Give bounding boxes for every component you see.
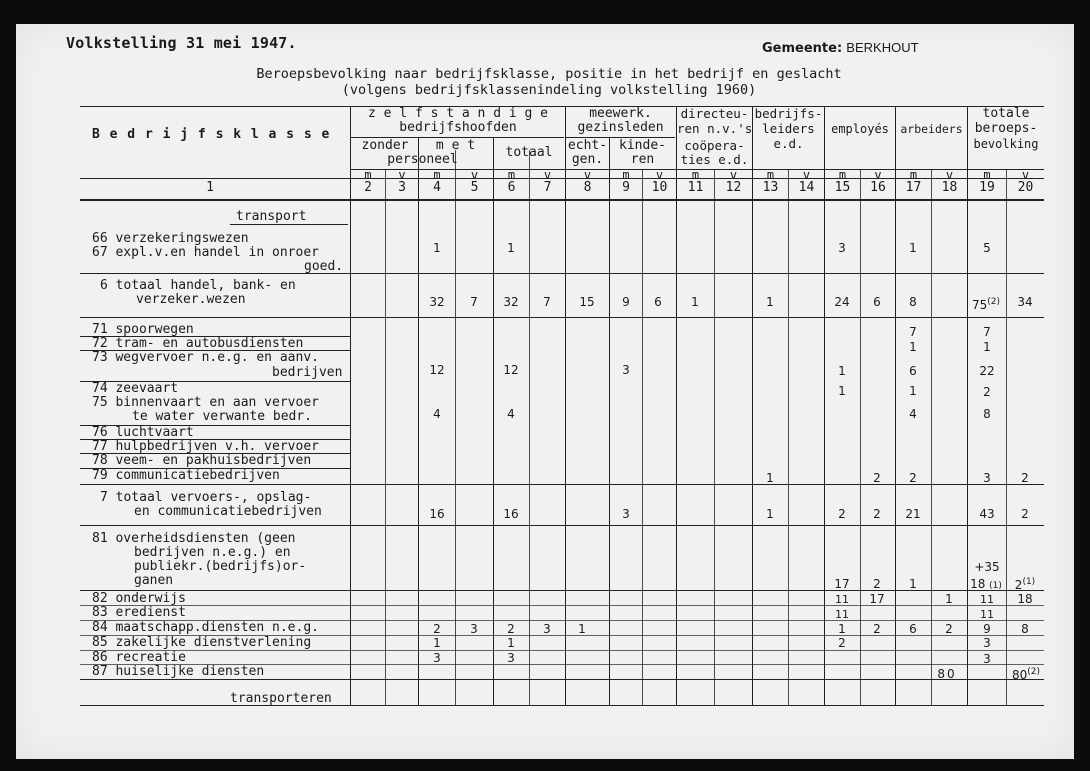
sex-cell: m — [983, 168, 991, 182]
municipality-name: BERKHOUT — [846, 40, 919, 55]
value-cell: 3 — [433, 651, 441, 665]
row-6-line2: verzeker.wezen — [136, 292, 246, 307]
sex-cell: m — [691, 168, 700, 182]
value-cell: 1 — [909, 241, 917, 255]
sex-cell: m — [364, 168, 372, 182]
value-cell: 43 — [979, 507, 995, 521]
census-date: Volkstelling 31 mei 1947. — [66, 34, 297, 52]
value-cell: 1 — [838, 384, 846, 398]
value-cell: 2 — [838, 507, 846, 521]
col-number: 3 — [398, 180, 406, 195]
sex-cell: v — [655, 168, 664, 182]
row-67-line2: goed. — [304, 259, 344, 274]
col-header-met: m e t — [435, 138, 476, 153]
value-cell: 1 — [838, 364, 846, 378]
row-7-line2: en communicatiebedrijven — [134, 504, 322, 519]
sex-cell: m — [838, 168, 847, 182]
value-cell: 12 — [429, 363, 445, 377]
value-cell: 17 — [869, 592, 885, 606]
sex-cell: m — [507, 168, 516, 182]
col-number: 11 — [687, 180, 704, 195]
value-cell — [966, 578, 1006, 593]
value-cell: 3 — [622, 507, 630, 521]
row-7-line1: 7 totaal vervoers-, opslag- — [100, 490, 312, 505]
value-cell: 17 — [834, 577, 850, 591]
row-85: 85 zakelijke dienstverlening — [92, 635, 312, 650]
value-cell: 2 — [433, 622, 441, 636]
value-cell: 32 — [429, 295, 445, 309]
value-cell: 1 — [507, 636, 515, 650]
sex-cell: v — [583, 168, 592, 182]
row-86: 86 recreatie — [92, 650, 186, 665]
value-75: 75 — [971, 298, 988, 312]
value-80: 80 — [1011, 668, 1028, 682]
value-cell: 1 — [766, 507, 774, 521]
row-transporteren: transporteren — [230, 691, 332, 706]
col-header-directeuren-2: ren n.v.'s — [677, 121, 753, 136]
value-cell: 6 — [909, 364, 917, 378]
col-header-totaal: totaal — [505, 145, 553, 160]
value-cell: 80 — [937, 667, 957, 681]
row-75-line1: 75 binnenvaart en aan vervoer — [92, 395, 319, 410]
value-cell: 9 — [983, 622, 991, 636]
sex-cell: v — [398, 168, 406, 182]
value-cell: 1 — [909, 384, 917, 398]
col-number: 7 — [543, 180, 552, 195]
row-81-line2: bedrijven n.e.g.) en — [134, 545, 291, 560]
footnote-mark: (1) — [1022, 577, 1036, 587]
col-number: 5 — [470, 180, 479, 195]
value-cell: 3 — [470, 622, 478, 636]
col-header-bedrijfsleiders-2: leiders — [762, 121, 815, 136]
col-number: 13 — [762, 180, 779, 195]
col-header-zelfstandige: z e l f s t a n d i g e — [367, 106, 548, 121]
value-cell: 1 — [909, 340, 917, 354]
row-81-line4: ganen — [134, 573, 174, 588]
value-cell: 8 — [1021, 622, 1029, 636]
municipality-label: Gemeente: — [762, 41, 843, 56]
title-line-2: (volgens bedrijfsklassenindeling volkstelling 1960) — [341, 82, 757, 98]
value-cell: 1 — [691, 295, 699, 309]
col-number: 19 — [979, 180, 995, 195]
value-cell: 3 — [507, 651, 515, 665]
value-cell — [966, 296, 1006, 312]
value-cell: 16 — [429, 507, 445, 521]
col-number: 17 — [905, 180, 922, 195]
col-number: 20 — [1017, 180, 1034, 195]
row-87: 87 huiselijke diensten — [92, 664, 265, 679]
value-cell: 8 — [909, 295, 917, 309]
col-header-directeuren-3: coöpera- — [684, 138, 745, 153]
value-cell: 34 — [1017, 295, 1033, 309]
value-cell: 5 — [983, 241, 991, 255]
row-84: 84 maatschapp.diensten n.e.g. — [92, 620, 319, 635]
row-67-line1: 67 expl.v.en handel in onroer — [92, 245, 319, 260]
sex-cell: m — [766, 168, 775, 182]
value-cell: 6 — [873, 295, 881, 309]
col-header-employes: employés — [831, 122, 889, 136]
col-number: 4 — [433, 180, 441, 195]
value-cell: 2 — [873, 471, 881, 485]
col-header-bedrijfsklasse: B e d r i j f s k l a s s e — [92, 127, 331, 142]
sex-cell: v — [802, 168, 811, 182]
value-cell: 1 — [983, 340, 991, 354]
value-cell: 8 — [983, 407, 991, 421]
sex-cell: v — [470, 168, 479, 182]
col-number: 12 — [725, 180, 742, 195]
row-82: 82 onderwijs — [92, 591, 186, 606]
value-cell: 1 — [766, 471, 774, 485]
value-cell — [1006, 666, 1046, 682]
value-cell: 2 — [838, 636, 846, 650]
value-cell — [1010, 576, 1040, 592]
col-number: 16 — [870, 180, 886, 195]
value-cell: 1 — [578, 622, 586, 636]
row-71: 71 spoorwegen — [92, 322, 194, 337]
value-cell: 7 — [470, 295, 478, 309]
value-cell: 12 — [503, 363, 519, 377]
sex-cell: m — [433, 168, 441, 182]
sex-cell: v — [874, 168, 882, 182]
row-73-line1: 73 wegvervoer n.e.g. en aanv. — [92, 350, 319, 365]
col-header-zonder: zonder — [361, 138, 409, 153]
value-cell: 11 — [980, 593, 994, 606]
value-cell: 6 — [654, 295, 662, 309]
row-74: 74 zeevaart — [92, 381, 179, 396]
value-cell: 2 — [1021, 507, 1029, 521]
col-header-echtgen-2: gen. — [571, 152, 604, 167]
sex-cell: v — [1021, 168, 1030, 182]
footnote-mark: (2) — [1027, 667, 1041, 677]
col-header-directeuren-4: ties e.d. — [680, 152, 749, 167]
value-cell: 3 — [838, 241, 846, 255]
table-title — [214, 66, 884, 98]
col-header-bedrijfsleiders-1: bedrijfs- — [754, 106, 823, 121]
row-72: 72 tram- en autobusdiensten — [92, 336, 304, 351]
value-cell: 7 — [983, 325, 991, 339]
col-header-meewerk: meewerk. — [589, 106, 652, 121]
value-cell: 1 — [507, 241, 515, 255]
sex-cell: v — [945, 168, 954, 182]
value-cell: +35 — [974, 560, 1000, 574]
value-cell: 3 — [983, 636, 991, 650]
col-number: 8 — [583, 180, 592, 195]
value-cell: 24 — [834, 295, 850, 309]
col-header-totale-3: bevolking — [973, 137, 1039, 151]
row-78: 78 veem- en pakhuisbedrijven — [92, 453, 312, 468]
value-cell: 3 — [622, 363, 630, 377]
value-cell: 4 — [433, 407, 441, 421]
value-cell: 4 — [909, 407, 917, 421]
col-number: 2 — [364, 180, 372, 195]
value-cell: 2 — [873, 622, 881, 636]
value-cell: 7 — [909, 325, 917, 339]
row-81-line1: 81 overheidsdiensten (geen — [92, 531, 296, 546]
col-header-bedrijfshoofden: bedrijfshoofden — [399, 120, 517, 135]
sex-cell: m — [909, 168, 918, 182]
value-cell: 3 — [983, 652, 991, 666]
value-cell: 6 — [909, 622, 917, 636]
value-cell: 1 — [766, 295, 774, 309]
value-cell: 21 — [905, 507, 921, 521]
value-cell: 1 — [909, 577, 917, 591]
municipality-line — [762, 40, 919, 56]
footnote-mark: (2) — [987, 297, 1001, 307]
value-cell: 2 — [873, 507, 881, 521]
col-header-totale-2: beroeps- — [974, 121, 1038, 136]
value-cell: 1 — [945, 592, 953, 606]
sex-cell: v — [543, 168, 552, 182]
value-cell: 4 — [507, 407, 515, 421]
value-cell: 9 — [622, 295, 630, 309]
value-cell: 2 — [983, 385, 991, 399]
title-line-1: Beroepsbevolking naar bedrijfsklasse, positie in het bedrijf en geslacht — [256, 66, 842, 82]
sex-cell: m — [622, 168, 630, 182]
value-cell: 2 — [909, 471, 917, 485]
row-77: 77 hulpbedrijven v.h. vervoer — [92, 439, 319, 454]
col-number: 10 — [651, 180, 668, 195]
value-cell: 2 — [1021, 471, 1029, 485]
value-cell: 1 — [838, 622, 846, 636]
row-83: 83 eredienst — [92, 605, 186, 620]
row-transport: transport — [236, 209, 307, 224]
value-cell: 18 — [1017, 592, 1033, 606]
row-73-line2: bedrijven — [272, 365, 343, 380]
value-cell: 11 — [980, 608, 994, 621]
col-header-echtgen-1: echt- — [567, 138, 608, 153]
value-cell: 2 — [945, 622, 953, 636]
value-cell: 11 — [835, 593, 849, 606]
col-number: 18 — [941, 180, 958, 195]
row-75-line2: te water verwante bedr. — [132, 409, 313, 424]
value-cell: 3 — [983, 471, 991, 485]
row-66: 66 verzekeringswezen — [92, 231, 249, 246]
value-cell: 2 — [507, 622, 515, 636]
value-18: 18 — [970, 577, 986, 591]
value-cell: 22 — [979, 364, 995, 378]
col-header-arbeiders: arbeiders — [900, 122, 963, 136]
col-number: 14 — [798, 180, 815, 195]
col-number: 1 — [206, 180, 214, 195]
col-number: 15 — [834, 180, 851, 195]
value-cell: 32 — [503, 295, 519, 309]
col-number: 6 — [507, 180, 516, 195]
value-cell: 2 — [873, 577, 881, 591]
value-cell: 3 — [543, 622, 551, 636]
col-header-kinderen-1: kinde- — [619, 138, 666, 153]
row-81-line3: publiekr.(bedrijfs)or- — [134, 559, 307, 574]
value-cell: 15 — [579, 295, 595, 309]
value-cell: 1 — [433, 241, 441, 255]
col-header-kinderen-2: ren — [630, 152, 655, 167]
row-79: 79 communicatiebedrijven — [92, 468, 280, 483]
col-number: 9 — [622, 180, 630, 195]
col-header-personeel: personeel — [387, 152, 458, 167]
col-header-directeuren-1: directeu- — [680, 106, 749, 121]
col-header-gezinsleden: gezinsleden — [577, 120, 664, 135]
footnote-mark: (1) — [989, 581, 1002, 591]
value-cell: 1 — [433, 636, 441, 650]
col-header-bedrijfsleiders-3: e.d. — [773, 136, 804, 151]
row-76: 76 luchtvaart — [92, 425, 194, 440]
sex-cell: v — [729, 168, 738, 182]
value-cell: 16 — [503, 507, 519, 521]
value-2: 2 — [1014, 578, 1023, 592]
row-6-line1: 6 totaal handel, bank- en — [100, 278, 296, 293]
value-cell: 7 — [543, 295, 551, 309]
col-header-totale-1: totale — [982, 106, 1030, 121]
value-cell: 11 — [835, 608, 849, 621]
